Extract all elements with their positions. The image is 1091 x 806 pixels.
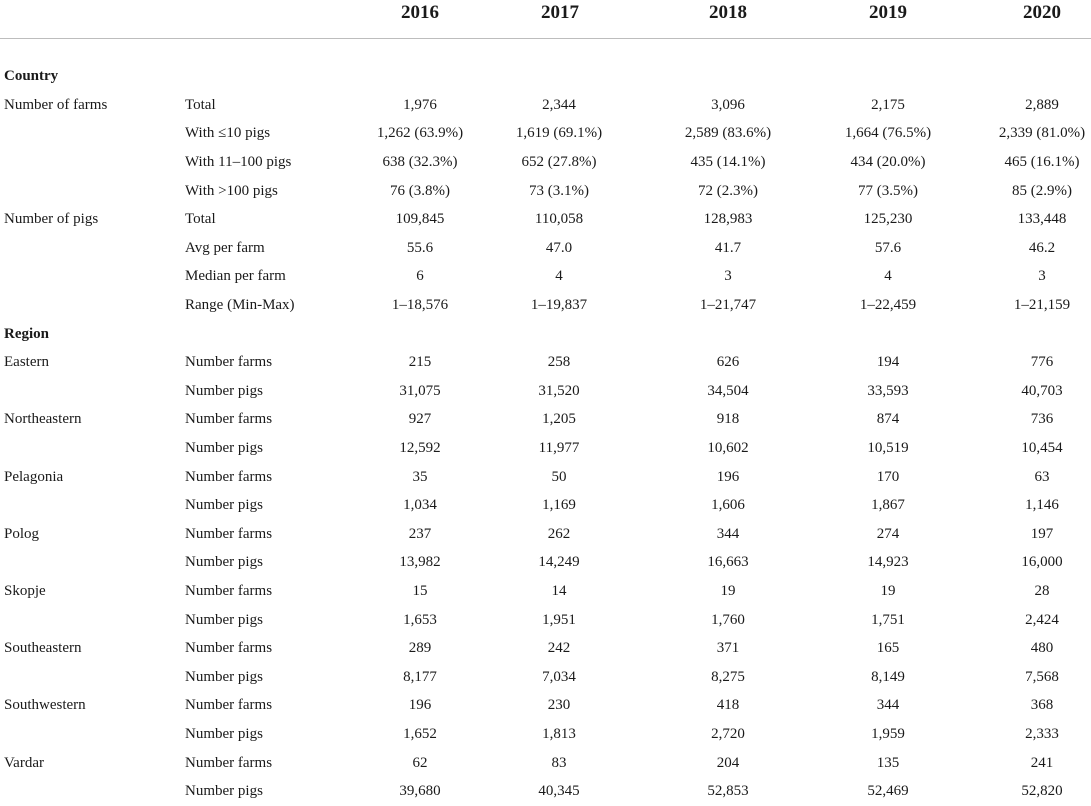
table-cell: 1–21,747 [699, 297, 757, 313]
table-cell: 7,034 [542, 668, 576, 685]
row-metric-label: Number pigs [185, 382, 263, 399]
table-cell: 1,959 [871, 726, 905, 742]
table-row [0, 520, 1091, 549]
table-cell: 371 [716, 640, 740, 657]
table-cell: 12,592 [399, 440, 441, 456]
table-cell: 14,923 [867, 554, 909, 571]
table-cell: 50 [551, 468, 567, 485]
table-cell: 2,175 [871, 96, 905, 113]
table-cell: 230 [547, 697, 571, 714]
row-group-label: Eastern [4, 354, 49, 371]
table-cell: 1,652 [403, 726, 437, 742]
table-cell: 125,230 [863, 211, 913, 228]
year-header: 2016 [401, 2, 439, 23]
row-group-label: Southwestern [4, 697, 86, 714]
table-cell: 1,751 [871, 611, 905, 628]
table-cell: 7,568 [1025, 668, 1059, 685]
table-cell: 344 [716, 525, 740, 542]
table-row [0, 548, 1091, 577]
table-cell: 10,454 [1021, 440, 1063, 456]
table-cell: 46.2 [1028, 239, 1056, 256]
table-row [0, 62, 1091, 91]
table-cell: 1,951 [542, 611, 576, 628]
table-cell: 1,619 (69.1%) [515, 125, 603, 142]
table-cell: 170 [876, 468, 900, 485]
table-cell: 10,602 [707, 440, 749, 456]
table-cell: 638 (32.3%) [382, 154, 458, 170]
header-divider [0, 38, 1091, 39]
row-metric-label: With >100 pigs [185, 182, 278, 199]
table-cell: 435 (14.1%) [690, 154, 766, 170]
table-cell: 274 [876, 525, 900, 542]
table-cell: 1,169 [542, 497, 576, 514]
row-metric-label: Number farms [185, 468, 273, 485]
row-group-label: Vardar [4, 754, 44, 771]
year-header: 2019 [869, 2, 907, 23]
table-cell: 11,977 [538, 440, 580, 456]
row-group-label: Number of pigs [4, 211, 99, 228]
row-metric-label: Number pigs [185, 611, 263, 628]
table-row [0, 148, 1091, 177]
row-metric-label: Number farms [185, 354, 273, 371]
table-cell: 204 [716, 754, 740, 771]
table-cell: 109,845 [395, 211, 445, 228]
row-group-label: Number of farms [4, 96, 108, 113]
table-cell: 2,344 [542, 96, 576, 113]
table-row [0, 205, 1091, 234]
table-row [0, 262, 1091, 291]
table-row [0, 119, 1091, 148]
table-row [0, 606, 1091, 635]
table-cell: 83 [551, 754, 567, 771]
section-heading: Region [4, 325, 49, 342]
table-cell: 1,606 [711, 497, 745, 514]
table-cell: 85 (2.9%) [1012, 182, 1072, 199]
table-cell: 63 [1034, 468, 1050, 485]
table-row [0, 377, 1091, 406]
table-cell: 52,469 [867, 783, 909, 800]
table-cell: 133,448 [1017, 211, 1067, 228]
table-row [0, 291, 1091, 320]
table-row [0, 577, 1091, 606]
table-cell: 215 [408, 354, 432, 371]
table-cell: 874 [876, 411, 900, 428]
row-metric-label: Median per farm [185, 268, 286, 285]
table-cell: 52,853 [707, 783, 749, 800]
row-group-label: Skopje [4, 583, 46, 599]
table-row [0, 720, 1091, 749]
table-row [0, 405, 1091, 434]
table-row [0, 663, 1091, 692]
table-cell: 1,813 [542, 726, 576, 742]
table-cell: 344 [876, 697, 900, 714]
table-cell: 8,275 [711, 668, 745, 685]
table-cell: 368 [1030, 697, 1054, 714]
table-cell: 258 [547, 354, 571, 371]
table-cell: 16,663 [707, 554, 749, 571]
table-cell: 15 [412, 583, 428, 599]
table-cell: 19 [880, 583, 896, 599]
table-cell: 2,424 [1025, 611, 1059, 628]
table-cell: 72 (2.3%) [698, 182, 758, 199]
row-group-label: Pelagonia [4, 468, 64, 485]
row-metric-label: Number farms [185, 754, 273, 771]
table-cell: 4 [555, 268, 563, 285]
row-metric-label: Number pigs [185, 440, 263, 456]
row-metric-label: Total [185, 211, 216, 228]
table-cell: 76 (3.8%) [390, 182, 450, 199]
table-cell: 41.7 [714, 239, 742, 256]
table-cell: 128,983 [703, 211, 753, 228]
row-group-label: Southeastern [4, 640, 82, 657]
table-cell: 289 [408, 640, 432, 657]
table-cell: 39,680 [399, 783, 441, 800]
table-cell: 14,249 [538, 554, 580, 571]
table-cell: 1,867 [871, 497, 905, 514]
row-metric-label: Total [185, 96, 216, 113]
table-cell: 262 [547, 525, 571, 542]
table-cell: 77 (3.5%) [858, 182, 918, 199]
table-cell: 652 (27.8%) [521, 154, 597, 170]
table-cell: 434 (20.0%) [850, 154, 926, 170]
table-row [0, 348, 1091, 377]
row-metric-label: Number pigs [185, 554, 263, 571]
table-cell: 52,820 [1021, 783, 1063, 800]
table-cell: 2,333 [1025, 726, 1059, 742]
year-header: 2018 [709, 2, 747, 23]
table-cell: 1,760 [711, 611, 745, 628]
table-cell: 6 [416, 268, 424, 285]
table-header [0, 0, 1091, 28]
table-row [0, 491, 1091, 520]
table-cell: 927 [408, 411, 432, 428]
table-cell: 1–22,459 [859, 297, 917, 313]
table-row [0, 634, 1091, 663]
row-group-label: Polog [4, 525, 40, 542]
table-cell: 237 [408, 525, 432, 542]
table-cell: 1,976 [403, 96, 437, 113]
table-cell: 1,034 [403, 497, 437, 514]
table-cell: 40,345 [538, 783, 580, 800]
table-cell: 196 [408, 697, 432, 714]
table-cell: 242 [547, 640, 571, 657]
table-cell: 1,653 [403, 611, 437, 628]
row-metric-label: Number farms [185, 697, 273, 714]
table-cell: 3,096 [711, 96, 745, 113]
table-row [0, 777, 1091, 806]
table-cell: 8,177 [403, 668, 437, 685]
table-cell: 1,146 [1025, 497, 1059, 514]
table-cell: 10,519 [867, 440, 909, 456]
table-cell: 1–18,576 [391, 297, 449, 313]
row-metric-label: Number pigs [185, 668, 263, 685]
table-cell: 1–21,159 [1013, 297, 1071, 313]
table-cell: 465 (16.1%) [1004, 154, 1080, 170]
table-cell: 47.0 [545, 239, 573, 256]
table-cell: 1–19,837 [530, 297, 588, 313]
table-row [0, 434, 1091, 463]
table-cell: 33,593 [867, 382, 909, 399]
year-header: 2017 [541, 2, 579, 23]
row-metric-label: Number pigs [185, 783, 263, 800]
section-heading: Country [4, 68, 59, 85]
table-row [0, 463, 1091, 492]
row-metric-label: Range (Min-Max) [185, 297, 295, 313]
table-cell: 2,589 (83.6%) [684, 125, 772, 142]
table-cell: 57.6 [874, 239, 902, 256]
table-cell: 418 [716, 697, 740, 714]
table-cell: 13,982 [399, 554, 441, 571]
row-metric-label: Number farms [185, 525, 273, 542]
table-cell: 2,720 [711, 726, 745, 742]
table-cell: 28 [1034, 583, 1050, 599]
table-cell: 2,889 [1025, 96, 1059, 113]
table-cell: 736 [1030, 411, 1054, 428]
table-cell: 776 [1030, 354, 1054, 371]
row-group-label: Northeastern [4, 411, 82, 428]
row-metric-label: Number pigs [185, 497, 263, 514]
table-cell: 194 [876, 354, 900, 371]
table-cell: 241 [1030, 754, 1054, 771]
table-cell: 480 [1030, 640, 1054, 657]
table-cell: 3 [724, 268, 732, 285]
table-cell: 14 [551, 583, 567, 599]
year-header: 2020 [1023, 2, 1061, 23]
table-cell: 197 [1030, 525, 1054, 542]
row-metric-label: Number farms [185, 640, 273, 657]
table-cell: 40,703 [1021, 382, 1063, 399]
table-cell: 3 [1038, 268, 1046, 285]
table-cell: 1,262 (63.9%) [376, 125, 464, 142]
table-cell: 34,504 [707, 382, 749, 399]
table-row [0, 91, 1091, 120]
table-cell: 1,664 (76.5%) [844, 125, 932, 142]
table-cell: 165 [876, 640, 900, 657]
table-row [0, 691, 1091, 720]
table-cell: 626 [716, 354, 740, 371]
table-row [0, 320, 1091, 349]
table-cell: 31,075 [399, 382, 441, 399]
row-metric-label: Avg per farm [185, 239, 265, 256]
table-cell: 19 [720, 583, 736, 599]
row-metric-label: With ≤10 pigs [185, 125, 271, 142]
table-cell: 196 [716, 468, 740, 485]
row-metric-label: Number farms [185, 411, 273, 428]
table-cell: 73 (3.1%) [529, 182, 589, 199]
table-cell: 8,149 [871, 668, 905, 685]
table-cell: 918 [716, 411, 740, 428]
table-cell: 62 [412, 754, 428, 771]
row-metric-label: Number pigs [185, 726, 263, 742]
table-cell: 110,058 [534, 211, 584, 228]
table-cell: 55.6 [406, 239, 434, 256]
row-metric-label: With 11–100 pigs [185, 154, 292, 170]
table-row [0, 234, 1091, 263]
table-cell: 31,520 [538, 382, 580, 399]
table-row [0, 177, 1091, 206]
table-cell: 16,000 [1021, 554, 1063, 571]
row-metric-label: Number farms [185, 583, 273, 599]
table-cell: 35 [412, 468, 428, 485]
table-cell: 4 [884, 268, 892, 285]
table-row [0, 749, 1091, 778]
table-cell: 135 [876, 754, 900, 771]
table-cell: 2,339 (81.0%) [998, 125, 1086, 142]
table-cell: 1,205 [542, 411, 576, 428]
